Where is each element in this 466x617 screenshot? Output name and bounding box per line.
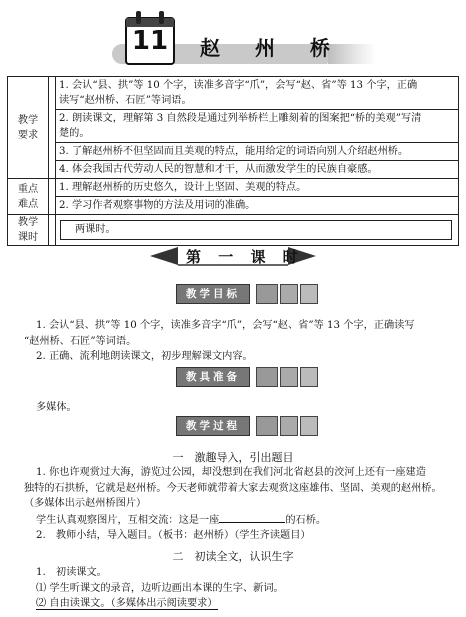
process-tab: 教学过程 — [176, 416, 250, 436]
first-lesson-heading: 第 一 课 时 — [186, 248, 304, 266]
tab-decoration — [280, 367, 298, 387]
section1-title: 一 激趣导入，引出题目 — [172, 451, 294, 464]
period-cell — [56, 215, 459, 246]
tab-decoration — [256, 367, 278, 387]
key-point-item: 2. 学习作者观察事物的方法及用词的准确。 — [59, 200, 256, 211]
section1-text: 1. 你也许观赏过大海，游览过公园，却没想到在我们河北省赵县的洨河上还有一座建造 独特的石拱桥，它就是赵州桥。今天老师就带着大家去观赏这座雄伟、坚固、美观的赵州桥。 （多媒体出示赵州桥图片） 学生认真观察图片，互相交流：这是一座 的石桥。 2. 教师小结，导入题目。（板书：赵州桥）（学生齐读题目） — [24, 465, 464, 544]
tab-decoration — [300, 416, 318, 436]
lesson-title: 赵 州 桥 — [200, 36, 344, 60]
teaching-goals-label: 教学 要求 — [8, 77, 49, 179]
tab-decoration — [300, 367, 318, 387]
lesson-number: 11 — [131, 26, 169, 56]
tab-decoration — [256, 284, 278, 304]
period-label: 教学 课时 — [8, 215, 49, 246]
goal-item: 2. 朗读课文，理解第 3 自然段是通过列举桥栏上雕刻着的图案把“桥的美观”写清 楚的。 — [56, 110, 458, 143]
goal-item: 4. 体会我国古代劳动人民的智慧和才干，从而激发学生的民族自豪感。 — [59, 164, 378, 175]
tab-decoration — [256, 416, 278, 436]
tab-decoration — [300, 284, 318, 304]
key-point-item: 1. 理解赵州桥的历史悠久，设计上坚固、美观的特点。 — [56, 179, 458, 197]
tools-text: 多媒体。 — [36, 402, 77, 413]
fill-blank-line: 学生认真观察图片，互相交流：这是一座 的石桥。 — [24, 512, 464, 529]
period-value: 两课时。 — [60, 220, 452, 240]
key-points-cell — [56, 179, 459, 215]
fill-blank — [219, 512, 285, 523]
tab-decoration — [280, 284, 298, 304]
tools-tab: 教具准备 — [176, 367, 250, 387]
teaching-goals-cell — [56, 77, 459, 179]
tab-decoration — [280, 416, 298, 436]
section2-title: 二 初读全文，认识生字 — [172, 550, 294, 563]
goals-text: 1. 会认“县、拱”等 10 个字，读准多音字“爪”，会写“赵、省”等 13 个字，正确读写 “赵州桥、石匠”等词语。 2. 正确、流利地朗读课文，初步理解课文内容。 — [24, 320, 415, 362]
goal-item: 3. 了解赵州桥不但坚固而且美观的特点，能用给定的词语向别人介绍赵州桥。 — [56, 143, 458, 161]
section2-text: 1. 初读课文。 ⑴ 学生听课文的录音，边听边画出本课的生字、新词。 ⑵ 自由读课文。（多媒体出示阅读要求） — [36, 567, 284, 609]
objectives-table — [7, 76, 459, 246]
goal-item: 1. 会认“县、拱”等 10 个字，读准多音字“爪”，会写“赵、省”等 13 个字，正确 读写“赵州桥、石匠”等词语。 — [56, 77, 458, 110]
key-points-label: 重点 难点 — [8, 179, 49, 215]
goals-tab: 教学目标 — [176, 284, 250, 304]
